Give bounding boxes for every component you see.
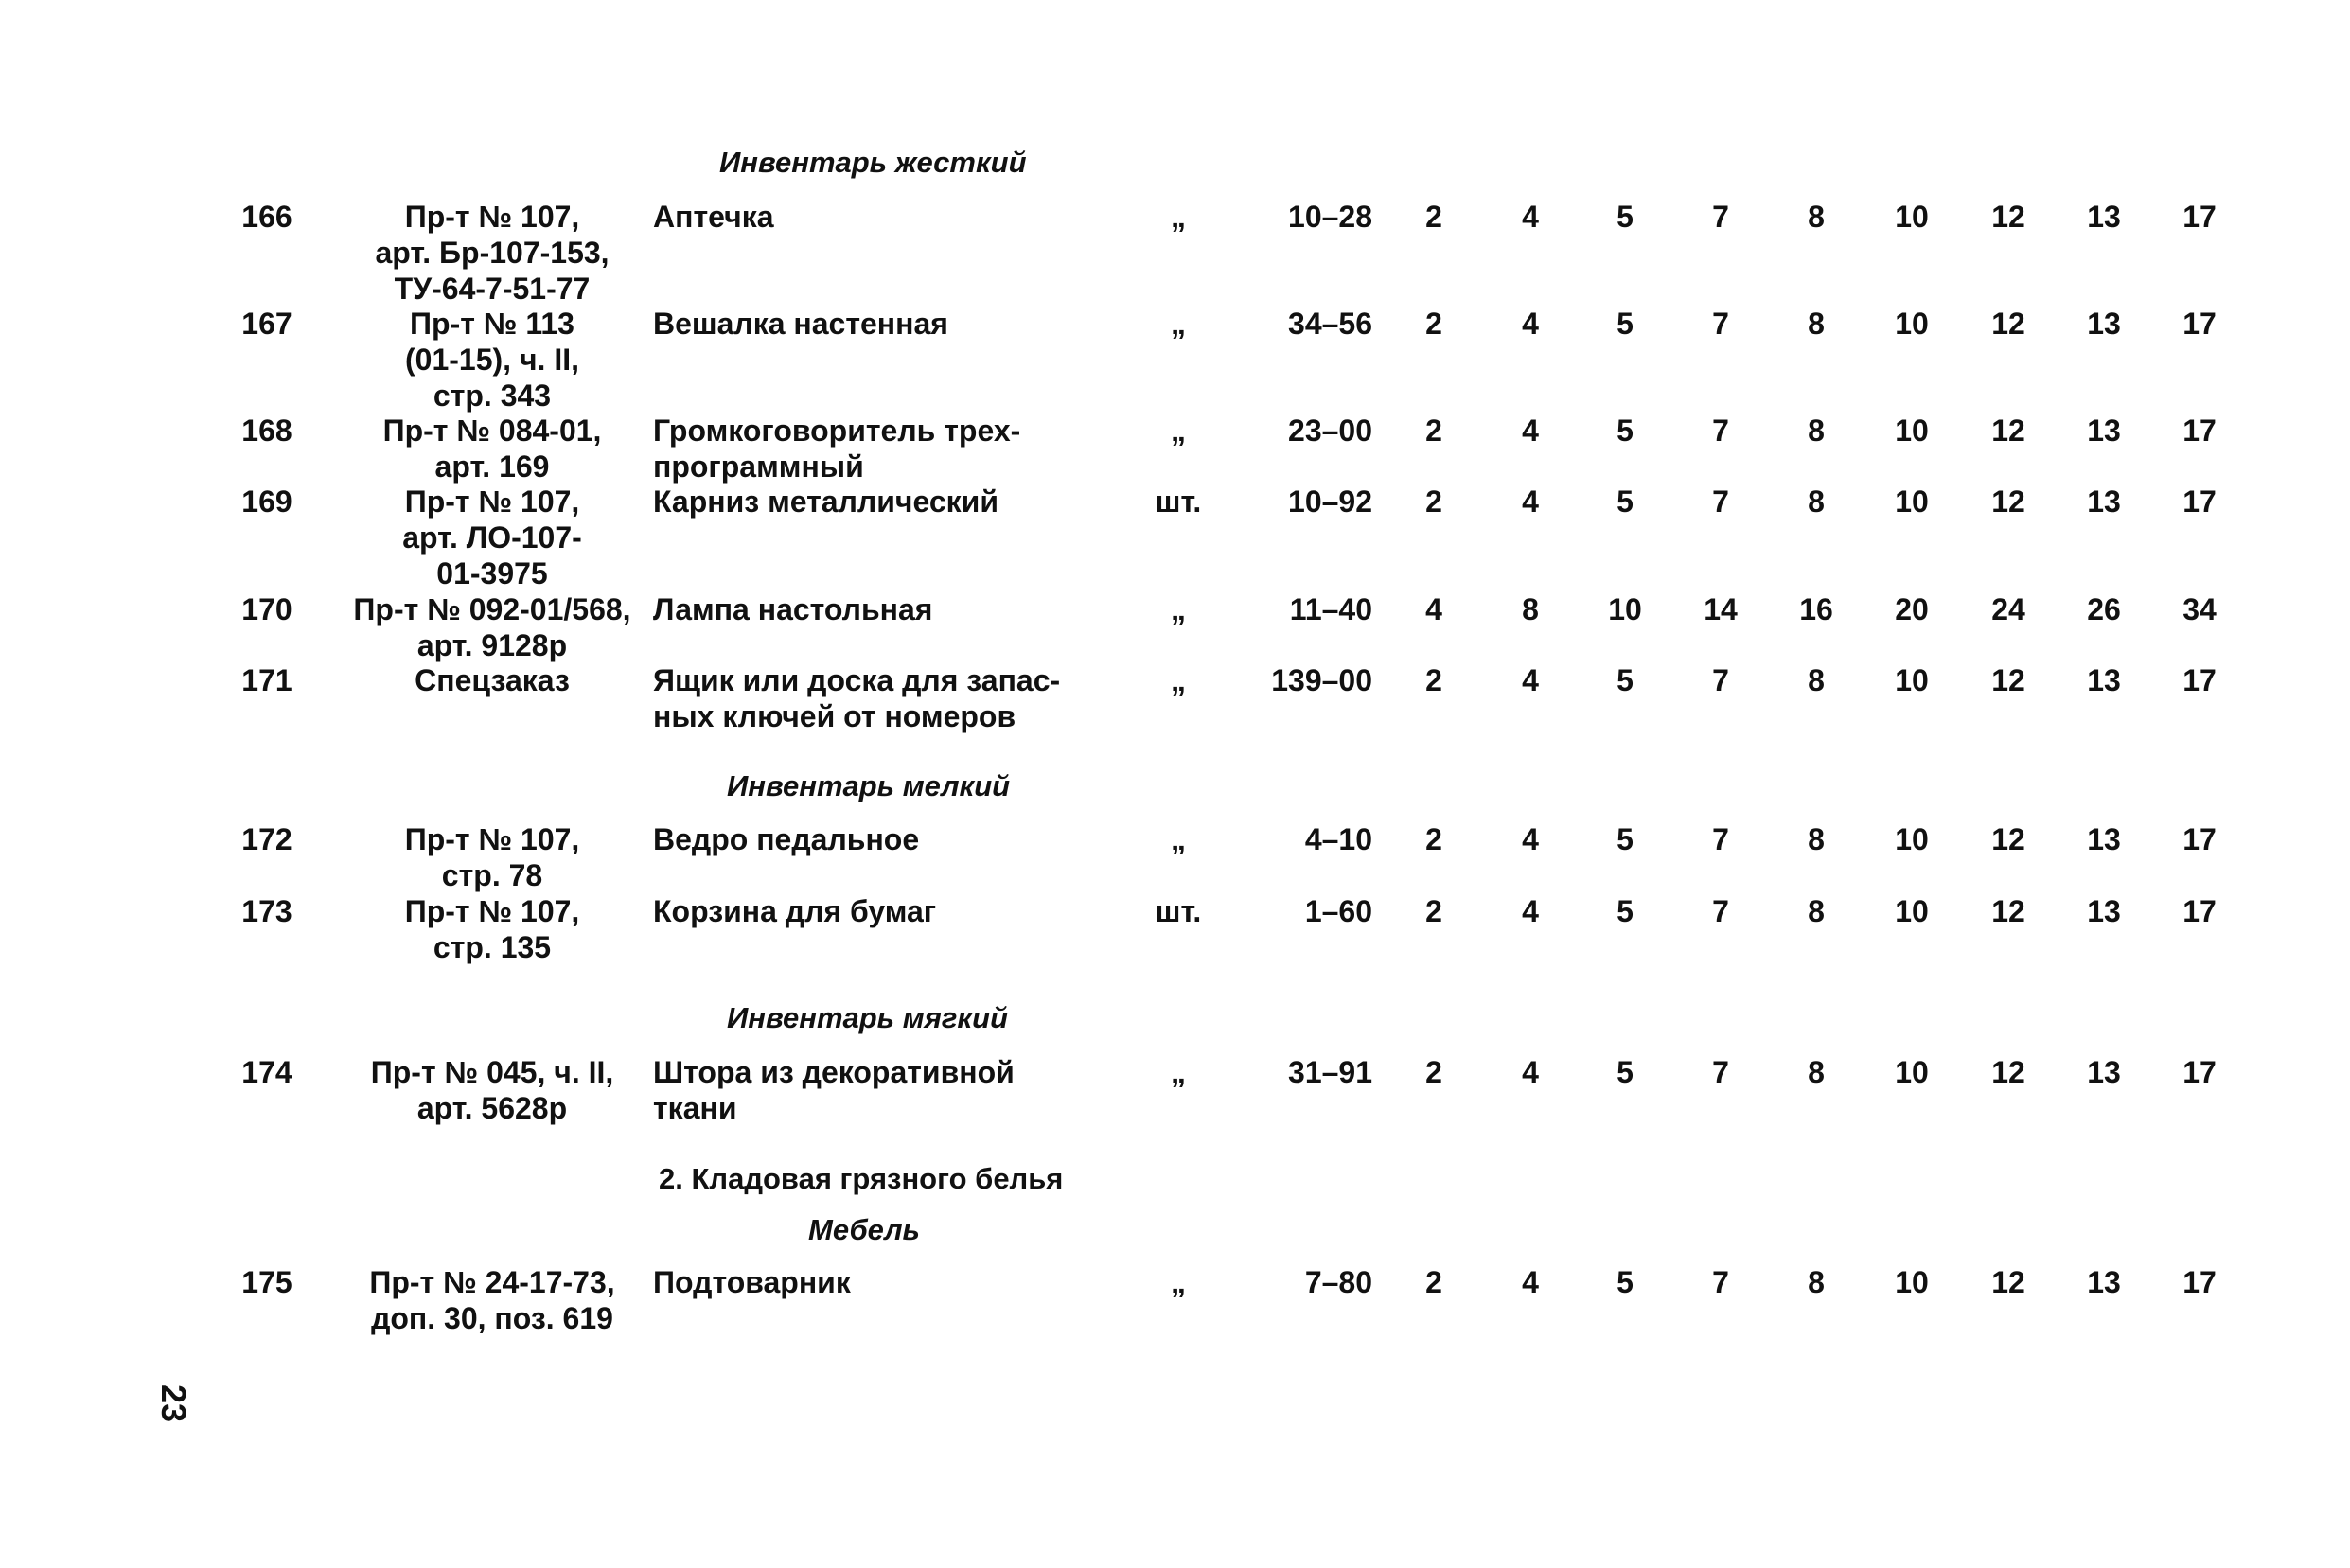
item-name: Вешалка настенная [653,307,948,341]
quantity-cell: 8 [1808,414,1825,448]
quantity-cell: 34 [2182,592,2217,626]
unit: „ [1171,307,1186,341]
quantity-cell: 5 [1617,894,1634,928]
unit: „ [1171,1055,1186,1089]
item-name: Штора из декоративной ткани [653,1055,1015,1125]
quantity-cell: 12 [1991,484,2025,519]
quantity-cell: 17 [2182,200,2217,234]
quantity-cell: 5 [1617,1265,1634,1299]
unit: шт. [1155,894,1202,928]
section-heading-dirty-linen-room: 2. Кладовая грязного белья [659,1162,1064,1195]
quantity-cell: 5 [1617,200,1634,234]
quantity-cell: 5 [1617,307,1634,341]
quantity-cell: 13 [2087,663,2121,697]
catalog-reference: Пр-т № 084-01, арт. 169 [382,414,602,484]
quantity-cell: 4 [1522,484,1539,519]
quantity-cell: 13 [2087,484,2121,519]
quantity-cell: 4 [1522,307,1539,341]
quantity-cell: 10 [1895,1055,1929,1089]
quantity-cell: 7 [1712,1055,1729,1089]
unit: „ [1171,592,1186,626]
price: 1–60 [1304,894,1372,928]
quantity-cell: 13 [2087,894,2121,928]
quantity-cell: 8 [1808,1265,1825,1299]
price: 10–92 [1288,484,1372,519]
catalog-reference: Пр-т № 092-01/568, арт. 9128р [353,592,631,662]
quantity-cell: 4 [1522,822,1539,856]
item-name: Лампа настольная [653,592,933,626]
section-heading-soft-inventory: Инвентарь мягкий [727,1001,1009,1034]
catalog-reference: Спецзаказ [415,663,570,697]
quantity-cell: 7 [1712,822,1729,856]
section-heading-small-inventory: Инвентарь мелкий [727,769,1011,802]
quantity-cell: 7 [1712,414,1729,448]
item-name: Ящик или доска для запас- ных ключей от номеров [653,663,1061,733]
item-name: Корзина для бумаг [653,894,937,928]
quantity-cell: 14 [1704,592,1738,626]
item-name: Громкоговоритель трех- программный [653,414,1021,484]
quantity-cell: 20 [1895,592,1929,626]
quantity-cell: 2 [1425,200,1442,234]
row-number: 167 [241,307,292,341]
quantity-cell: 12 [1991,1055,2025,1089]
price: 10–28 [1288,200,1372,234]
quantity-cell: 12 [1991,894,2025,928]
quantity-cell: 10 [1895,1265,1929,1299]
quantity-cell: 4 [1522,200,1539,234]
quantity-cell: 17 [2182,894,2217,928]
row-number: 174 [241,1055,292,1089]
quantity-cell: 17 [2182,1265,2217,1299]
section-heading-furniture: Мебель [808,1213,920,1246]
quantity-cell: 13 [2087,1265,2121,1299]
quantity-cell: 17 [2182,414,2217,448]
price: 7–80 [1304,1265,1372,1299]
quantity-cell: 2 [1425,822,1442,856]
quantity-cell: 8 [1808,663,1825,697]
quantity-cell: 17 [2182,484,2217,519]
catalog-reference: Пр-т № 045, ч. II, арт. 5628р [370,1055,614,1125]
unit: „ [1171,414,1186,448]
section-heading-hard-inventory: Инвентарь жесткий [719,146,1027,179]
quantity-cell: 7 [1712,307,1729,341]
quantity-cell: 13 [2087,414,2121,448]
quantity-cell: 7 [1712,1265,1729,1299]
quantity-cell: 13 [2087,1055,2121,1089]
quantity-cell: 4 [1522,1265,1539,1299]
quantity-cell: 10 [1608,592,1642,626]
quantity-cell: 2 [1425,894,1442,928]
quantity-cell: 12 [1991,414,2025,448]
quantity-cell: 12 [1991,307,2025,341]
quantity-cell: 8 [1808,484,1825,519]
quantity-cell: 2 [1425,1055,1442,1089]
row-number: 172 [241,822,292,856]
row-number: 170 [241,592,292,626]
price: 34–56 [1288,307,1372,341]
quantity-cell: 7 [1712,484,1729,519]
quantity-cell: 13 [2087,822,2121,856]
quantity-cell: 7 [1712,663,1729,697]
quantity-cell: 17 [2182,822,2217,856]
quantity-cell: 12 [1991,663,2025,697]
row-number: 173 [241,894,292,928]
quantity-cell: 5 [1617,663,1634,697]
quantity-cell: 13 [2087,307,2121,341]
price: 23–00 [1288,414,1372,448]
quantity-cell: 12 [1991,1265,2025,1299]
unit: „ [1171,822,1186,856]
quantity-cell: 4 [1522,1055,1539,1089]
quantity-cell: 5 [1617,414,1634,448]
quantity-cell: 2 [1425,414,1442,448]
catalog-reference: Пр-т № 107, стр. 78 [404,822,580,892]
unit: шт. [1155,484,1202,519]
row-number: 168 [241,414,292,448]
quantity-cell: 17 [2182,663,2217,697]
quantity-cell: 8 [1808,894,1825,928]
quantity-cell: 12 [1991,200,2025,234]
quantity-cell: 10 [1895,822,1929,856]
quantity-cell: 4 [1522,663,1539,697]
quantity-cell: 10 [1895,200,1929,234]
price: 139–00 [1271,663,1372,697]
row-number: 169 [241,484,292,519]
price: 11–40 [1289,592,1372,626]
quantity-cell: 5 [1617,484,1634,519]
catalog-reference: Пр-т № 107, арт. ЛО-107- 01-3975 [402,484,582,590]
quantity-cell: 12 [1991,822,2025,856]
quantity-cell: 8 [1808,307,1825,341]
page-number: 23 [154,1383,194,1423]
price: 31–91 [1288,1055,1372,1089]
quantity-cell: 7 [1712,894,1729,928]
quantity-cell: 5 [1617,822,1634,856]
unit: „ [1171,200,1186,234]
quantity-cell: 10 [1895,307,1929,341]
quantity-cell: 8 [1808,822,1825,856]
quantity-cell: 8 [1808,200,1825,234]
quantity-cell: 7 [1712,200,1729,234]
unit: „ [1171,663,1186,697]
quantity-cell: 26 [2087,592,2121,626]
quantity-cell: 10 [1895,484,1929,519]
quantity-cell: 4 [1522,414,1539,448]
quantity-cell: 5 [1617,1055,1634,1089]
quantity-cell: 10 [1895,663,1929,697]
quantity-cell: 24 [1991,592,2025,626]
catalog-reference: Пр-т № 107, арт. Бр-107-153, ТУ-64-7-51-77 [375,200,610,306]
quantity-cell: 17 [2182,307,2217,341]
item-name: Аптечка [653,200,774,234]
quantity-cell: 17 [2182,1055,2217,1089]
quantity-cell: 10 [1895,894,1929,928]
quantity-cell: 4 [1425,592,1442,626]
row-number: 175 [241,1265,292,1299]
quantity-cell: 2 [1425,307,1442,341]
quantity-cell: 16 [1799,592,1833,626]
quantity-cell: 8 [1522,592,1539,626]
quantity-cell: 8 [1808,1055,1825,1089]
catalog-reference: Пр-т № 107, стр. 135 [404,894,580,964]
catalog-reference: Пр-т № 24-17-73, доп. 30, поз. 619 [369,1265,615,1335]
unit: „ [1171,1265,1186,1299]
quantity-cell: 2 [1425,663,1442,697]
catalog-reference: Пр-т № 113 (01-15), ч. II, стр. 343 [405,307,579,413]
row-number: 166 [241,200,292,234]
quantity-cell: 13 [2087,200,2121,234]
item-name: Подтоварник [653,1265,851,1299]
quantity-cell: 2 [1425,484,1442,519]
price: 4–10 [1304,822,1372,856]
item-name: Ведро педальное [653,822,920,856]
quantity-cell: 4 [1522,894,1539,928]
quantity-cell: 10 [1895,414,1929,448]
row-number: 171 [241,663,292,697]
quantity-cell: 2 [1425,1265,1442,1299]
item-name: Карниз металлический [653,484,999,519]
